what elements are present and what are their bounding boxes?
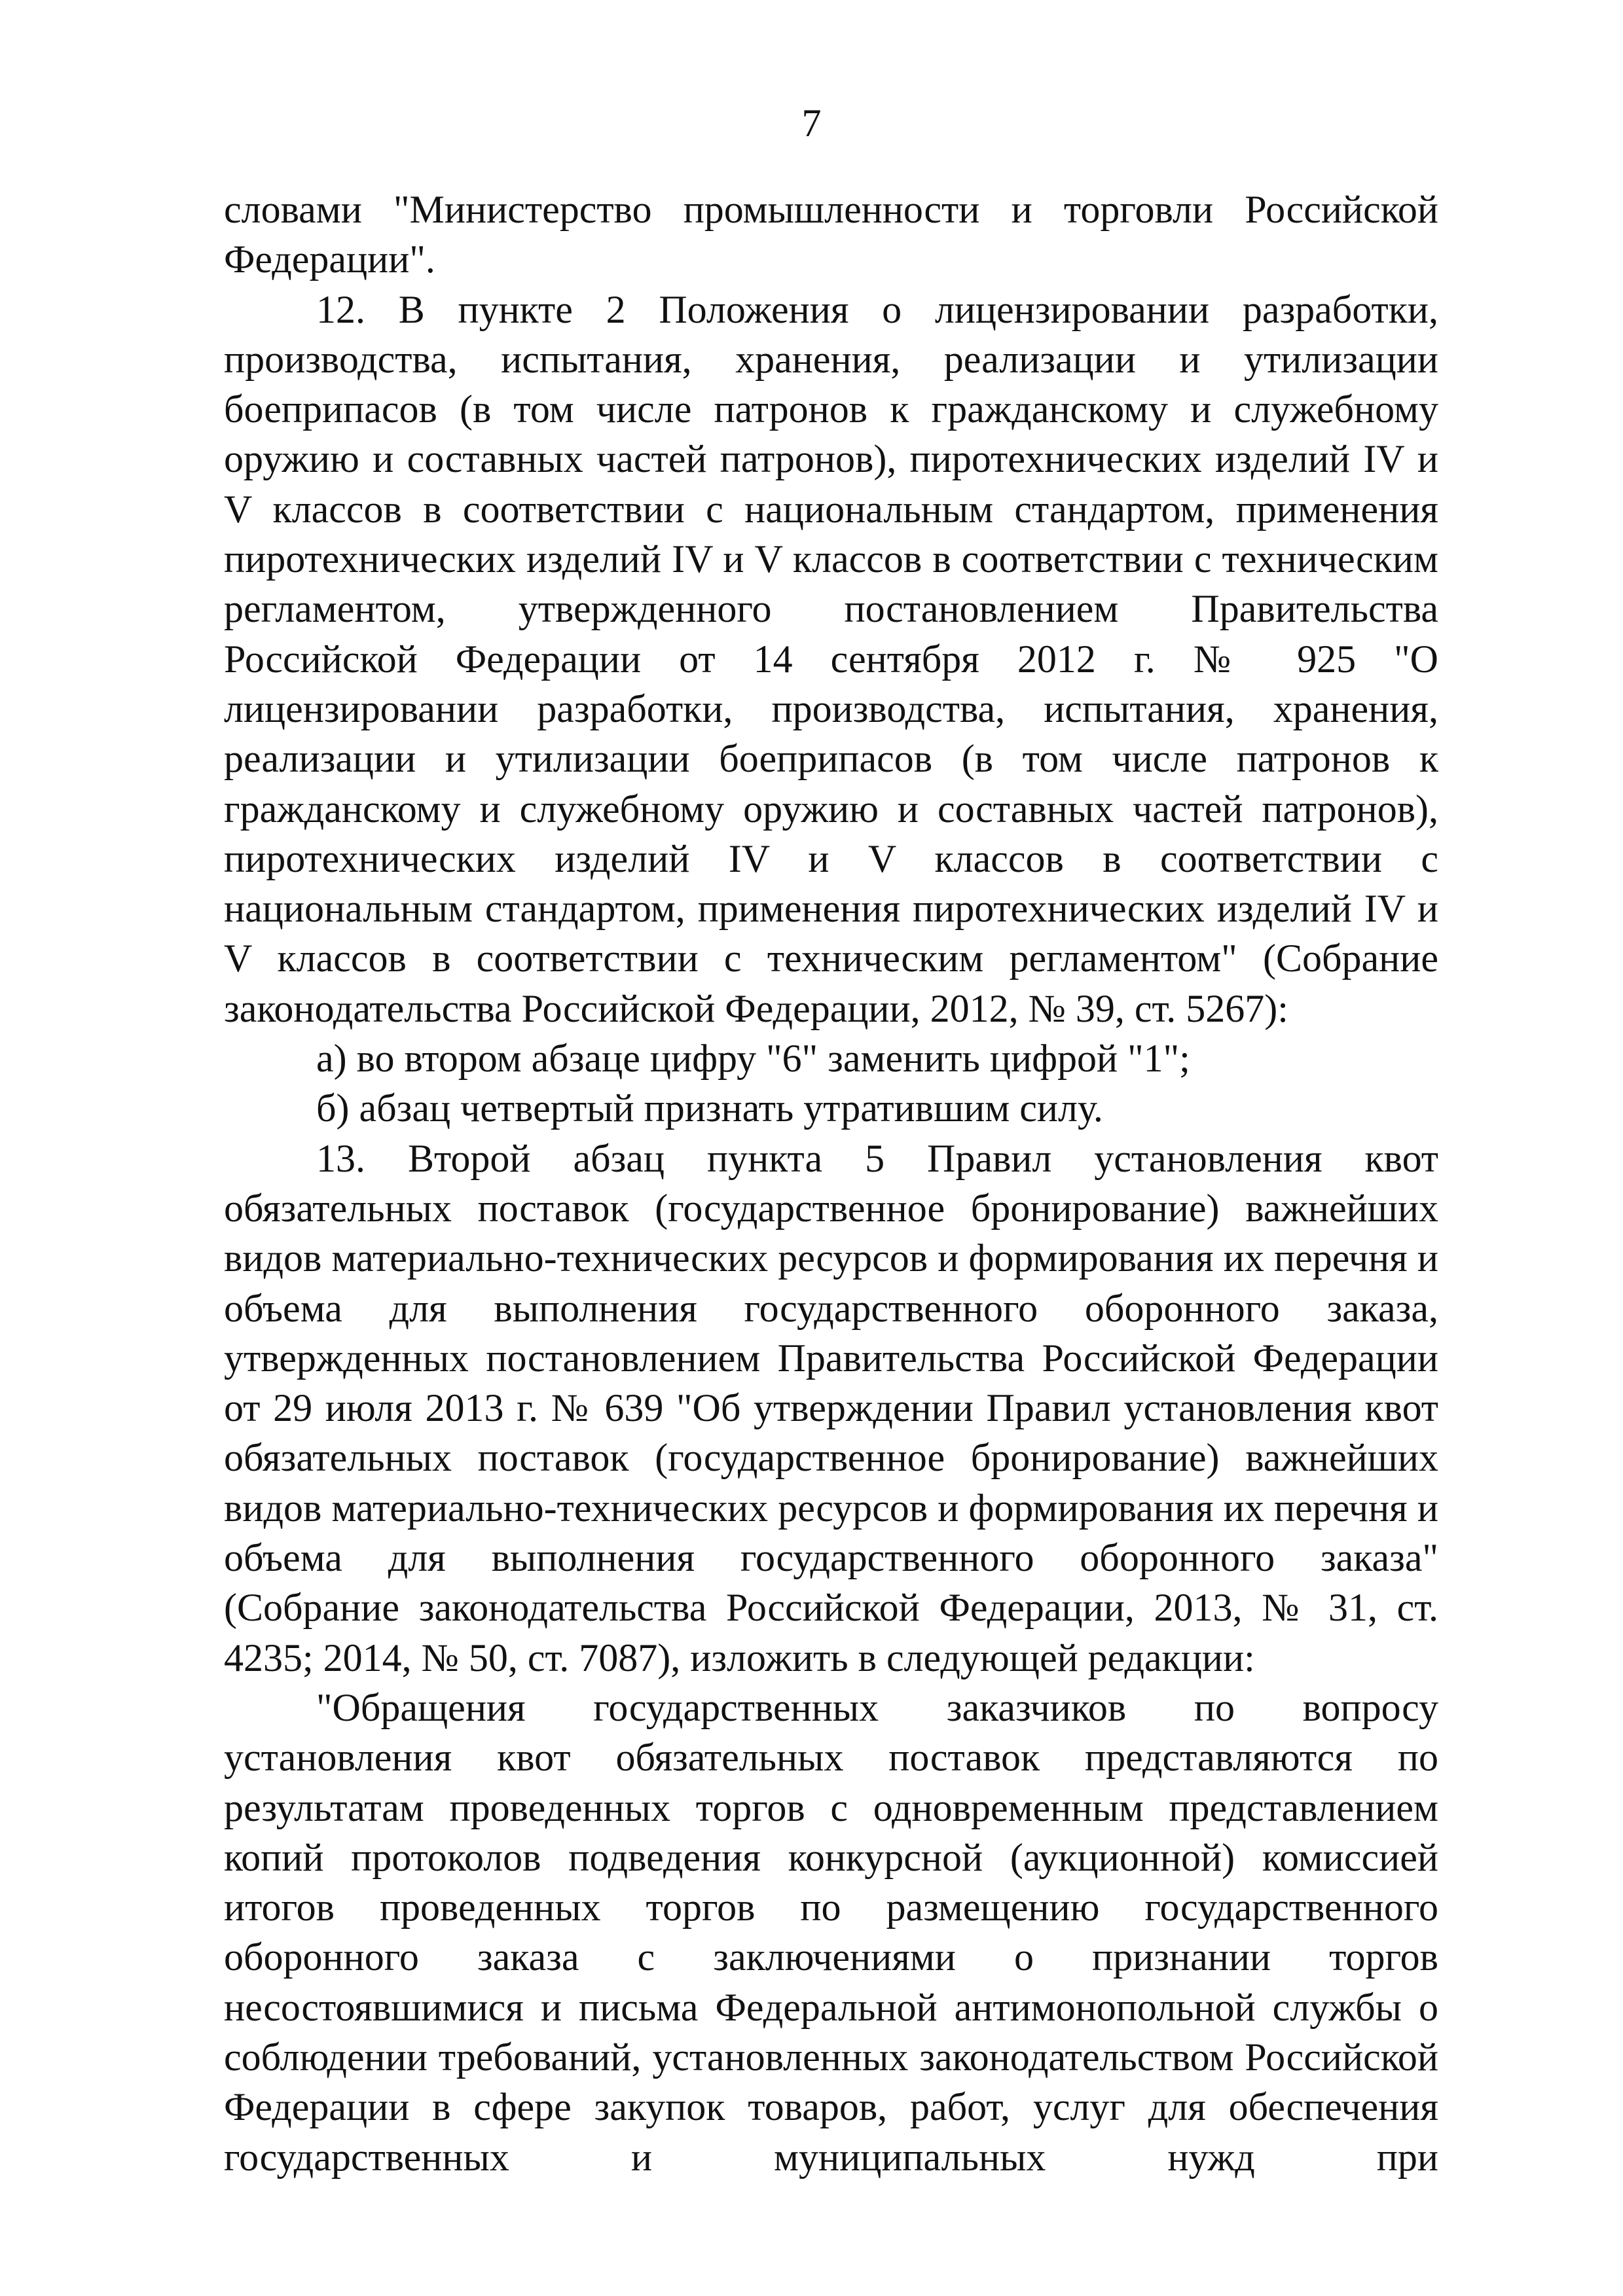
page-number: 7: [801, 101, 822, 145]
paragraph-continuation: словами "Министерство промышленности и торговли Российской Федерации".: [224, 188, 1438, 281]
document-body: [224, 185, 1438, 2182]
paragraph-item-12: 12. В пункте 2 Положения о лицензировании разработки, производства, испытания, хранения, реализации и утилизации боеприпасов (в том числе патронов к гражданскому и служебному оружию и составных частей патронов), пиротехнических изделий IV и V классов в соответствии с национальным стандартом, применения пиротехнических изделий IV и V классов в соответствии с техническим регламентом, утвержденного постановлением Правительства Российской Федерации от 14 сентября 2012 г. № 925 "О лицензировании разработки, производства, испытания, хранения, реализации и утилизации боеприпасов (в том числе патронов к гражданскому и служебному оружию и составных частей патронов), пиротехнических изделий IV и V классов в соответствии с национальным стандартом, применения пиротехнических изделий IV и V классов в соответствии с техническим регламентом" (Собрание законодательства Российской Федерации, 2012, № 39, ст. 5267):: [224, 287, 1438, 1030]
paragraph-subitem-b: б) абзац четвертый признать утратившим силу.: [316, 1086, 1103, 1130]
paragraph-quoted-text: "Обращения государственных заказчиков по вопросу установления квот обязательных поставок представляются по результатам проведенных торгов с одновременным представлением копий протоколов подведения конкурсной (аукционной) комиссией итогов проведенных торгов по размещению государственного оборонного заказа с заключениями о признании торгов несостоявшимися и письма Федеральной антимонопольной службы о соблюдении требований, установленных законодательством Российской Федерации в сфере закупок товаров, работ, услуг для обеспечения государственных и муниципальных нужд при: [224, 1685, 1438, 2179]
paragraph-item-13: 13. Второй абзац пункта 5 Правил установления квот обязательных поставок (государственное бронирование) важнейших видов материально-технических ресурсов и формирования их перечня и объема для выполнения государственного оборонного заказа, утвержденных постановлением Правительства Российской Федерации от 29 июля 2013 г. № 639 "Об утверждении Правил установления квот обязательных поставок (государственное бронирование) важнейших видов материально-технических ресурсов и формирования их перечня и объема для выполнения государственного оборонного заказа" (Собрание законодательства Российской Федерации, 2013, № 31, ст. 4235; 2014, № 50, ст. 7087), изложить в следующей редакции:: [224, 1136, 1438, 1679]
paragraph-subitem-a: а) во втором абзаце цифру "6" заменить цифрой "1";: [316, 1037, 1190, 1081]
